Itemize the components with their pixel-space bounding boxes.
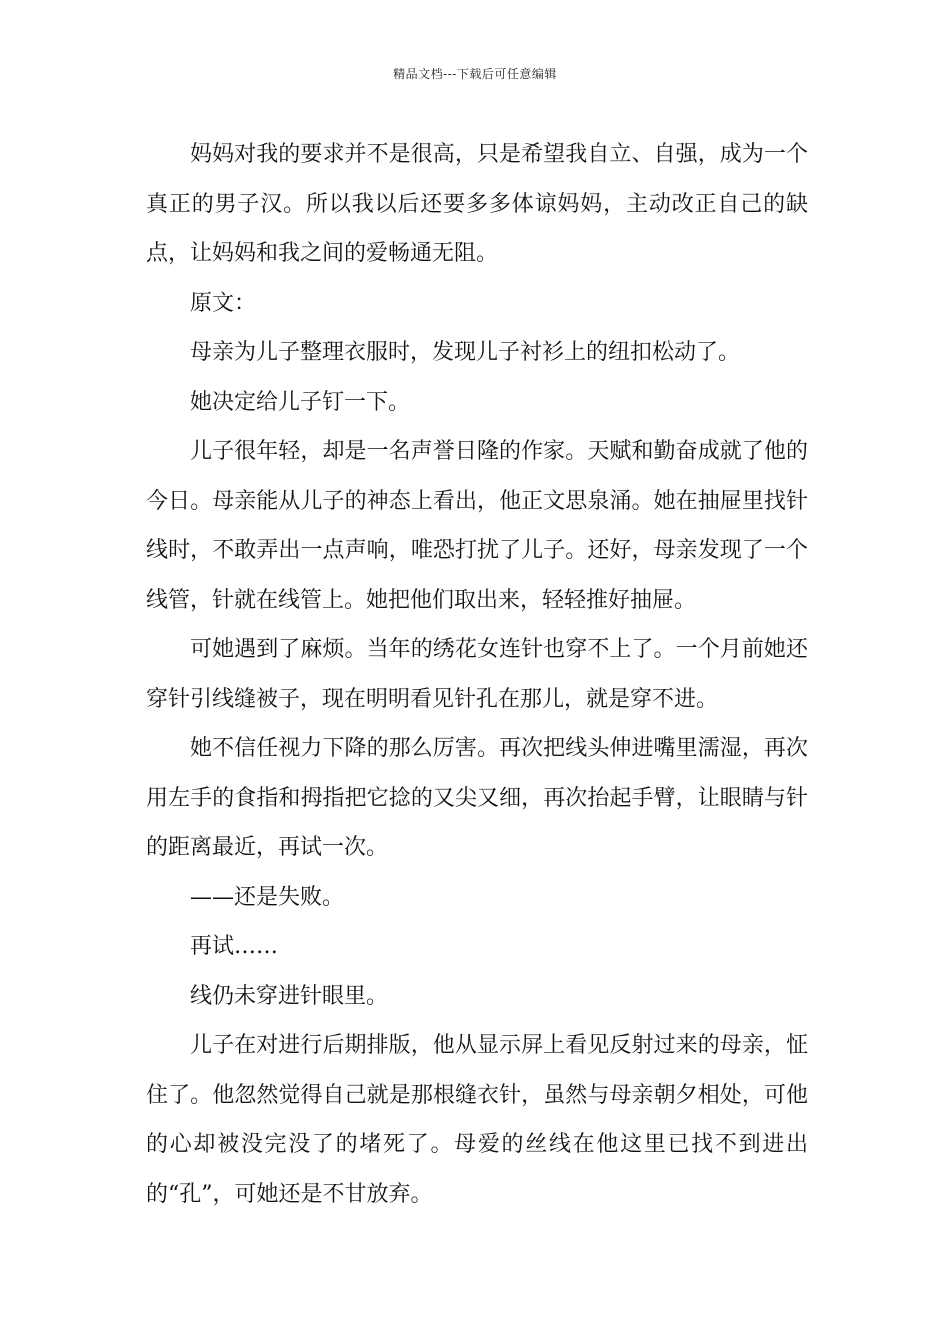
paragraph: 原文： <box>190 290 257 316</box>
page-header: 精品文档---下载后可任意编辑 <box>393 67 557 81</box>
paragraph: 母亲为儿子整理衣服时，发现儿子衬衫上的纽扣松动了。 <box>190 340 741 365</box>
paragraph: 线仍未穿进针眼里。 <box>190 983 389 1009</box>
paragraph: 再试…… <box>190 934 279 959</box>
paragraph: 可她遇到了麻烦。当年的绣花女连针也穿不上了。一个月前她还穿针引线缝被子，现在明明看见针孔在那儿，就是穿不进。 <box>146 637 808 712</box>
paragraph: 妈妈对我的要求并不是很高，只是希望我自立、自强，成为一个真正的男子汉。所以我以后还要多多体谅妈妈，主动改正自己的缺点，让妈妈和我之间的爱畅通无阻。 <box>146 142 808 266</box>
document-body <box>146 130 808 1219</box>
paragraph: 她决定给儿子钉一下。 <box>190 389 411 415</box>
paragraph: 儿子在对进行后期排版，他从显示屏上看见反射过来的母亲，怔住了。他忽然觉得自己就是那根缝衣针，虽然与母亲朝夕相处，可他的心却被没完没了的堵死了。母爱的丝线在他这里已找不到进出的“孔”，可她还是不甘放弃。 <box>146 1033 808 1207</box>
paragraph: 儿子很年轻，却是一名声誉日隆的作家。天赋和勤奋成就了他的今日。母亲能从儿子的神态上看出，他正文思泉涌。她在抽屉里找针线时，不敢弄出一点声响，唯恐打扰了儿子。还好，母亲发现了一个线管，针就在线管上。她把他们取出来，轻轻推好抽屉。 <box>146 439 808 613</box>
paragraph: ——还是失败。 <box>190 884 345 910</box>
paragraph: 她不信任视力下降的那么厉害。再次把线头伸进嘴里濡湿，再次用左手的食指和拇指把它捻的又尖又细，再次抬起手臂，让眼睛与针的距离最近，再试一次。 <box>146 736 808 860</box>
